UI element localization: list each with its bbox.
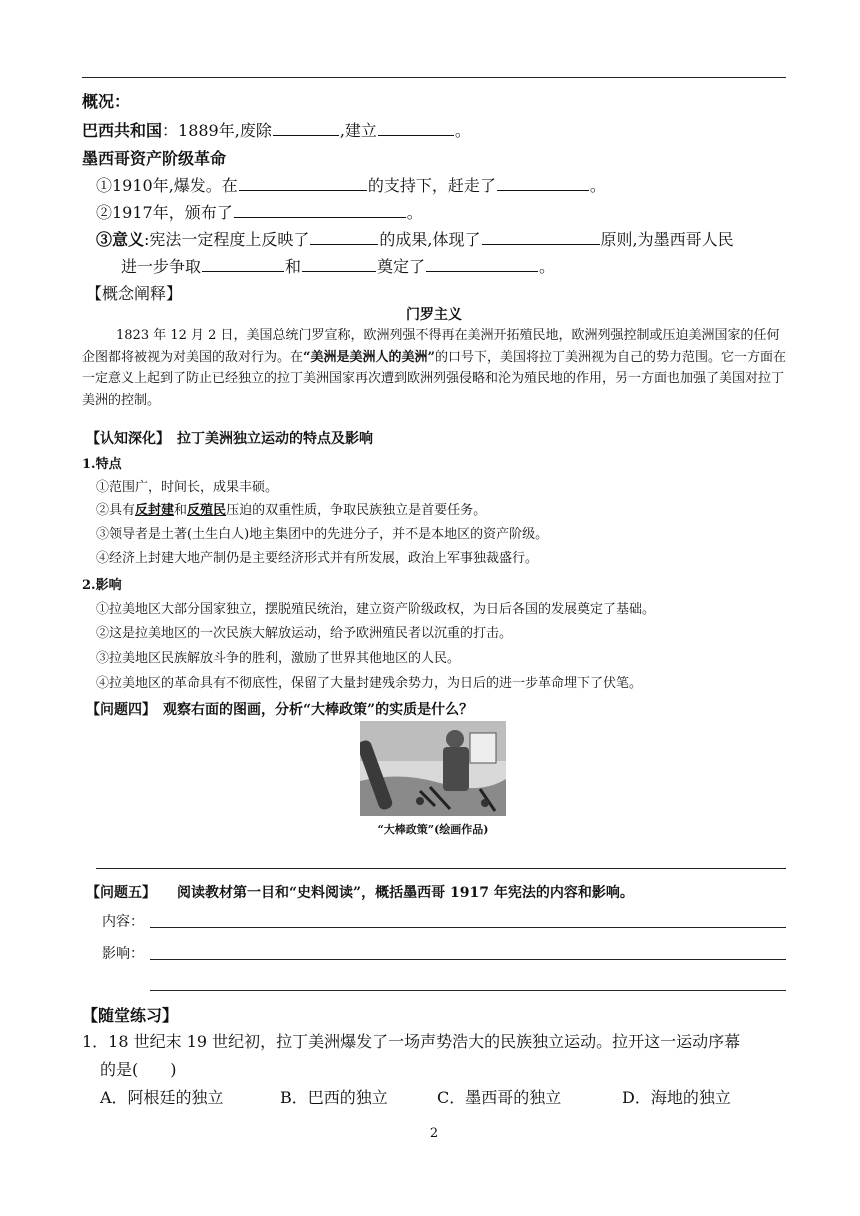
significance-label: ③意义 — [96, 230, 145, 249]
monroe-paragraph — [82, 325, 786, 411]
option-c: C．墨西哥的独立 — [437, 1088, 562, 1107]
impact-item: ②这是拉美地区的一次民族大解放运动，给予欧洲殖民者以沉重的打击。 — [96, 626, 513, 641]
blank — [378, 121, 454, 136]
option-a: A．阿根廷的独立 — [100, 1088, 224, 1107]
mexico-item-1 — [96, 173, 606, 196]
impact-answer-line — [150, 959, 786, 960]
big-stick-cartoon-image — [360, 721, 506, 816]
mexico-item-3 — [96, 227, 734, 250]
blank — [202, 257, 284, 272]
concept-heading: 【概念阐释】 — [86, 284, 183, 303]
mexico-item-2 — [96, 200, 423, 223]
impact-item: ③拉美地区民族解放斗争的胜利，激励了世界其他地区的人民。 — [96, 651, 461, 666]
content-label: 内容： — [102, 914, 144, 930]
mexico-3b-text-1: 进一步争取 — [121, 257, 202, 276]
brazil-text-3: 。 — [454, 121, 471, 140]
option-d: D．海地的独立 — [622, 1088, 731, 1107]
header-rule — [82, 77, 786, 78]
blank — [234, 203, 406, 218]
brazil-text-2: ,建立 — [339, 121, 377, 140]
feature-2-text-2: 和 — [174, 503, 188, 518]
blank — [273, 121, 339, 136]
mexico-2-text-2: 。 — [406, 203, 423, 222]
deepen-heading: 【认知深化】 拉丁美洲独立运动的特点及影响 — [86, 431, 373, 447]
question-5: 【问题五】 阅读教材第一目和“史料阅读”，概括墨西哥 1917 年宪法的内容和影响。 — [86, 885, 634, 901]
monroe-text-2: 的口号下，美国将拉丁美洲视为自己的势力范围。它一方面在一定意义上起到了防止已经独立的拉丁美洲国家再次遭到欧洲列强侵略和沦为殖民地的作用，另一方面也加强了美国对拉丁美洲的控制。 — [82, 349, 786, 408]
option-b: B．巴西的独立 — [280, 1088, 388, 1107]
overview-label: 概况： — [82, 92, 131, 111]
mexico-1-text-3: 。 — [589, 176, 606, 195]
mexico-3b-text-4: 。 — [539, 257, 556, 276]
impact-heading: 2.影响 — [82, 578, 122, 593]
anti-feudal-term: 反封建 — [135, 503, 175, 518]
page-number: 2 — [429, 1126, 439, 1141]
mexico-heading: 墨西哥资产阶级革命 — [82, 149, 227, 168]
mexico-1-text-2: 的支持下，赶走了 — [367, 176, 496, 195]
mexico-2-text-1: ②1917年，颁布了 — [96, 203, 233, 222]
blank — [482, 230, 600, 245]
impact-item: ④拉美地区的革命具有不彻底性，保留了大量封建残余势力，为日后的进一步革命埋下了伏笔。 — [96, 676, 643, 691]
mexico-3-text-1: :宪法一定程度上反映了 — [144, 230, 310, 249]
blank — [426, 257, 538, 272]
blank — [310, 230, 378, 245]
question-1-line-1: 1．18 世纪末 19 世纪初，拉丁美洲爆发了一场声势浩大的民族独立运动。拉开这一运动序幕 — [82, 1032, 741, 1051]
mexico-3b-text-3: 奠定了 — [377, 257, 426, 276]
question-1-line-2: 的是( ) — [100, 1060, 177, 1079]
feature-2-text-3: 压迫的双重性质，争取民族独立是首要任务。 — [226, 503, 487, 518]
monroe-title: 门罗主义 — [406, 307, 462, 323]
mexico-3-text-2: 的成果,体现了 — [379, 230, 481, 249]
anti-colonial-term: 反殖民 — [187, 503, 227, 518]
feature-item: ①范围广，时间长，成果丰硕。 — [96, 480, 279, 495]
question-4: 【问题四】 观察右面的图画，分析“大棒政策”的实质是什么？ — [86, 702, 474, 718]
blank — [302, 257, 376, 272]
features-heading: 1.特点 — [82, 457, 122, 472]
feature-item: ③领导者是土著(土生白人)地主集团中的先进分子，并不是本地区的资产阶级。 — [96, 527, 549, 542]
mexico-1-text-1: ①1910年,爆发。在 — [96, 176, 238, 195]
content-answer-line — [150, 927, 786, 928]
blank — [239, 176, 367, 191]
feature-item: ④经济上封建大地产制仍是主要经济形式并有所发展，政治上军事独裁盛行。 — [96, 551, 539, 566]
impact-item: ①拉美地区大部分国家独立，摆脱殖民统治，建立资产阶级政权，为日后各国的发展奠定了基础。 — [96, 602, 656, 617]
mexico-3-text-3: 原则,为墨西哥人民 — [600, 230, 734, 249]
blank — [497, 176, 589, 191]
answer-line — [96, 868, 786, 869]
brazil-line — [82, 118, 471, 141]
monroe-quote: “美洲是美洲人的美洲” — [303, 349, 435, 365]
image-caption: “大棒政策”(绘画作品) — [377, 823, 489, 836]
feature-2-text-1: ②具有 — [96, 503, 136, 518]
practice-heading: 【随堂练习】 — [82, 1006, 179, 1025]
impact-label: 影响： — [102, 946, 144, 962]
feature-item — [96, 499, 486, 518]
mexico-item-3-cont — [121, 254, 555, 277]
brazil-text-1: ：1889年,废除 — [162, 121, 272, 140]
impact-answer-line — [150, 990, 786, 991]
monroe-text-1: 1823 年 12 月 2 日，美国总统门罗宣称，欧洲列强不得再在美洲开拓殖民地，欧洲列强控制或压迫美洲国家的任何企图都将被视为对美国的敌对行为。在 — [82, 328, 780, 365]
mexico-3b-text-2: 和 — [285, 257, 302, 276]
brazil-label: 巴西共和国 — [82, 121, 163, 140]
